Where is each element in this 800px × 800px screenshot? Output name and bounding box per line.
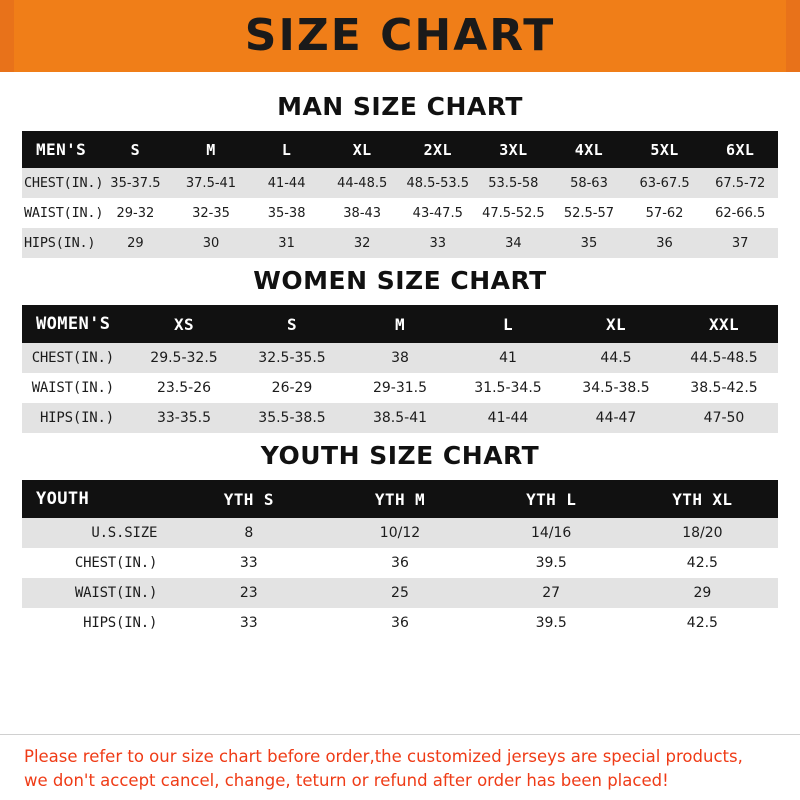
cell-hips-xl: 44-47 xyxy=(595,410,637,426)
cell-chest-2xl: 48.5-53.5 xyxy=(406,175,470,191)
cell-waist-5xl: 57-62 xyxy=(645,205,684,221)
cell-hips-s: 29 xyxy=(127,235,144,251)
cell-chest-m: 38 xyxy=(391,350,409,366)
section-women xyxy=(22,266,778,433)
table-row xyxy=(22,518,778,548)
cell-waist-6xl: 62-66.5 xyxy=(715,205,766,221)
col-header-l: L xyxy=(502,314,514,334)
col-header-l: L xyxy=(281,140,292,159)
cell-hips-xl: 32 xyxy=(353,235,371,251)
col-header-youth: YOUTH xyxy=(36,489,90,509)
cell-waist-l: 35-38 xyxy=(267,205,306,221)
table-row xyxy=(22,198,778,228)
row-label-hips: HIPS(IN.) xyxy=(83,615,158,631)
cell-waist-yth-l: 27 xyxy=(542,585,561,601)
row-label-hips: HIPS(IN.) xyxy=(24,235,96,251)
cell-chest-yth-s: 33 xyxy=(239,555,258,571)
cell-hips-2xl: 33 xyxy=(429,235,447,251)
cell-hips-yth-xl: 42.5 xyxy=(686,615,718,631)
section-youth xyxy=(22,441,778,638)
row-label-hips: HIPS(IN.) xyxy=(39,410,114,426)
col-header-xl: XL xyxy=(352,140,372,159)
banner-accent-left xyxy=(0,0,14,72)
cell-hips-m: 30 xyxy=(202,235,220,251)
cell-waist-xl: 38-43 xyxy=(343,205,382,221)
col-header-xxl: XXL xyxy=(708,314,740,334)
cell-waist-yth-s: 23 xyxy=(239,585,258,601)
women-size-table xyxy=(22,305,778,433)
col-header-s: S xyxy=(286,314,298,334)
cell-waist-m: 32-35 xyxy=(192,205,230,221)
col-header-m: M xyxy=(206,140,216,159)
cell-waist-4xl: 52.5-57 xyxy=(563,205,615,221)
header-banner xyxy=(0,0,800,72)
col-header-yth-s: YTH S xyxy=(223,489,274,509)
footer-line-1: Please refer to our size chart before order,the customized jerseys are special products, xyxy=(24,747,743,767)
table-row xyxy=(22,578,778,608)
table-row xyxy=(22,168,778,198)
cell-hips-l: 41-44 xyxy=(487,410,529,426)
table-row xyxy=(22,608,778,638)
cell-chest-yth-m: 36 xyxy=(391,555,409,571)
cell-chest-l: 41-44 xyxy=(267,175,306,191)
cell-waist-yth-xl: 29 xyxy=(693,585,712,601)
table-row xyxy=(22,228,778,258)
cell-waist-xxl: 38.5-42.5 xyxy=(690,380,758,396)
col-header-yth-m: YTH M xyxy=(374,489,426,509)
cell-hips-xxl: 47-50 xyxy=(703,410,745,426)
cell-hips-m: 38.5-41 xyxy=(372,410,428,426)
cell-hips-s: 35.5-38.5 xyxy=(258,410,326,426)
cell-chest-xl: 44.5 xyxy=(600,350,632,366)
cell-ussize-yth-l: 14/16 xyxy=(530,525,572,541)
row-label-waist: WAIST(IN.) xyxy=(31,380,114,396)
row-label-chest: CHEST(IN.) xyxy=(31,350,114,366)
table-row xyxy=(22,343,778,373)
cell-chest-6xl: 67.5-72 xyxy=(715,175,766,191)
cell-hips-3xl: 34 xyxy=(505,235,522,251)
col-header-womens: WOMEN'S xyxy=(36,314,111,334)
col-header-6xl: 6XL xyxy=(726,140,755,159)
page-title: SIZE CHART xyxy=(244,10,556,61)
man-size-table xyxy=(22,131,778,258)
cell-ussize-yth-s: 8 xyxy=(244,525,254,541)
cell-waist-s: 26-29 xyxy=(271,380,313,396)
women-section-title: WOMEN SIZE CHART xyxy=(253,266,547,295)
cell-waist-2xl: 43-47.5 xyxy=(412,205,463,221)
youth-size-table xyxy=(22,480,778,638)
cell-waist-m: 29-31.5 xyxy=(372,380,428,396)
cell-chest-3xl: 53.5-58 xyxy=(488,175,539,191)
cell-chest-xs: 29.5-32.5 xyxy=(150,350,218,366)
cell-waist-3xl: 47.5-52.5 xyxy=(482,205,545,221)
cell-hips-l: 31 xyxy=(278,235,295,251)
cell-chest-m: 37.5-41 xyxy=(185,175,237,191)
youth-section-title: YOUTH SIZE CHART xyxy=(260,441,540,470)
col-header-men: MEN'S xyxy=(36,140,87,159)
cell-waist-s: 29-32 xyxy=(116,205,155,221)
cell-waist-yth-m: 25 xyxy=(391,585,409,601)
charts-container xyxy=(0,72,800,734)
row-label-waist: WAIST(IN.) xyxy=(24,205,104,221)
col-header-3xl: 3XL xyxy=(499,140,528,159)
table-row xyxy=(22,403,778,433)
cell-chest-5xl: 63-67.5 xyxy=(639,175,690,191)
table-header-row xyxy=(22,480,778,518)
cell-chest-4xl: 58-63 xyxy=(570,175,608,191)
cell-chest-yth-xl: 42.5 xyxy=(686,555,718,571)
cell-waist-xs: 23.5-26 xyxy=(156,380,212,396)
cell-chest-l: 41 xyxy=(499,350,517,366)
row-label-chest: CHEST(IN.) xyxy=(24,175,104,191)
footer-disclaimer xyxy=(0,734,800,800)
cell-waist-xl: 34.5-38.5 xyxy=(582,380,650,396)
cell-chest-xl: 44-48.5 xyxy=(337,175,388,191)
row-label-waist: WAIST(IN.) xyxy=(74,585,158,601)
col-header-2xl: 2XL xyxy=(423,140,452,159)
cell-ussize-yth-m: 10/12 xyxy=(379,525,421,541)
col-header-m: M xyxy=(394,314,406,334)
cell-hips-yth-l: 39.5 xyxy=(535,615,567,631)
col-header-s: S xyxy=(130,140,141,159)
cell-hips-4xl: 35 xyxy=(580,235,598,251)
col-header-4xl: 4XL xyxy=(574,140,604,159)
table-header-row xyxy=(22,305,778,343)
cell-chest-s: 35-37.5 xyxy=(110,175,161,191)
section-man xyxy=(22,92,778,258)
cell-chest-yth-l: 39.5 xyxy=(535,555,567,571)
cell-chest-s: 32.5-35.5 xyxy=(258,350,326,366)
col-header-yth-l: YTH L xyxy=(526,489,577,509)
table-row xyxy=(22,373,778,403)
col-header-xl: XL xyxy=(605,314,627,334)
table-row xyxy=(22,548,778,578)
man-section-title: MAN SIZE CHART xyxy=(277,92,523,121)
col-header-yth-xl: YTH XL xyxy=(672,489,733,509)
cell-hips-5xl: 36 xyxy=(656,235,673,251)
cell-hips-6xl: 37 xyxy=(731,235,749,251)
cell-chest-xxl: 44.5-48.5 xyxy=(690,350,758,366)
cell-waist-l: 31.5-34.5 xyxy=(474,380,542,396)
table-header-row xyxy=(22,131,778,168)
cell-ussize-yth-xl: 18/20 xyxy=(682,525,723,541)
col-header-xs: XS xyxy=(173,314,195,334)
row-label-us-size: U.S.SIZE xyxy=(91,525,158,541)
footer-line-2: we don't accept cancel, change, teturn or refund after order has been placed! xyxy=(24,770,669,790)
row-label-chest: CHEST(IN.) xyxy=(74,555,158,571)
cell-hips-yth-s: 33 xyxy=(239,615,258,631)
cell-hips-xs: 33-35.5 xyxy=(156,410,212,426)
col-header-5xl: 5XL xyxy=(650,140,679,159)
banner-accent-right xyxy=(786,0,800,72)
cell-hips-yth-m: 36 xyxy=(391,615,409,631)
